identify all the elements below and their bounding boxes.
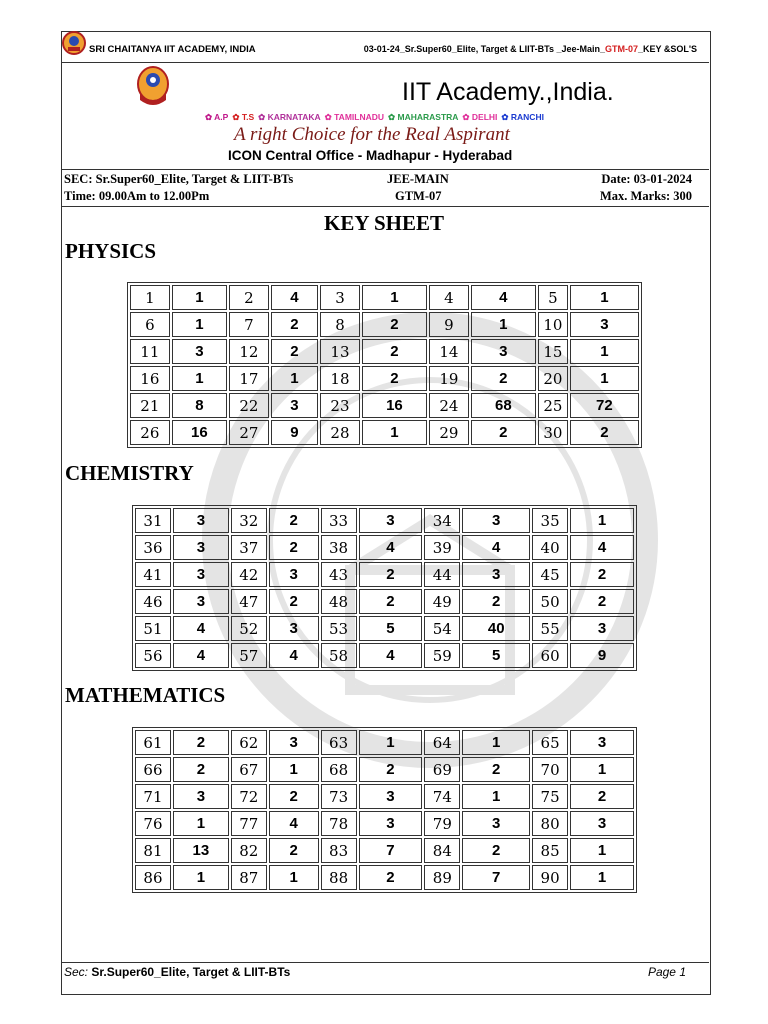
question-number: 58	[321, 643, 357, 668]
answer-key: 4	[570, 535, 634, 560]
max-marks: Max. Marks: 300	[600, 189, 692, 203]
answer-key: 1	[362, 285, 427, 310]
table-row	[135, 784, 634, 809]
answer-key: 1	[570, 865, 634, 890]
page-number: Page 1	[647, 965, 686, 979]
question-number: 39	[424, 535, 460, 560]
question-number: 88	[321, 865, 357, 890]
question-number: 35	[532, 508, 568, 533]
answer-key: 2	[271, 312, 318, 337]
answer-key: 1	[173, 811, 229, 836]
answer-key: 3	[173, 562, 229, 587]
state-name: KARNATAKA	[267, 112, 321, 122]
question-number: 55	[532, 616, 568, 641]
question-number: 42	[231, 562, 267, 587]
question-number: 41	[135, 562, 171, 587]
flower-bullet-icon: ✿	[258, 112, 268, 122]
answer-key: 1	[173, 865, 229, 890]
section-heading-physics: PHYSICS	[65, 239, 157, 263]
answer-key: 2	[570, 784, 634, 809]
question-number: 87	[231, 865, 267, 890]
flower-bullet-icon: ✿	[462, 112, 472, 122]
exam-time: Time: 09.00Am to 12.00Pm	[64, 189, 210, 203]
question-number: 9	[429, 312, 469, 337]
answer-key: 2	[269, 589, 319, 614]
table-row	[135, 730, 634, 755]
question-number: 4	[429, 285, 469, 310]
answer-key: 3	[359, 784, 423, 809]
table-row	[135, 838, 634, 863]
question-number: 10	[538, 312, 568, 337]
answer-key: 4	[269, 811, 319, 836]
answer-key: 2	[359, 757, 423, 782]
question-number: 8	[320, 312, 360, 337]
table-row	[135, 508, 634, 533]
answer-key: 3	[359, 811, 423, 836]
question-number: 64	[424, 730, 460, 755]
answer-key: 3	[570, 312, 639, 337]
answer-table-physics	[127, 282, 642, 448]
question-number: 1	[130, 285, 170, 310]
question-number: 13	[320, 339, 360, 364]
academy-title: IIT Academy.,India.	[402, 78, 614, 106]
answer-key: 4	[462, 535, 530, 560]
question-number: 20	[538, 366, 568, 391]
question-number: 66	[135, 757, 171, 782]
answer-key: 3	[462, 508, 530, 533]
answer-key: 3	[570, 811, 634, 836]
answer-table-mathematics	[132, 727, 637, 893]
answer-key: 8	[172, 393, 227, 418]
question-number: 30	[538, 420, 568, 445]
answer-key: 2	[359, 562, 423, 587]
exam-date: Date: 03-01-2024	[601, 172, 692, 186]
question-number: 75	[532, 784, 568, 809]
answer-key: 1	[172, 366, 227, 391]
table-row	[130, 420, 639, 445]
answer-key: 2	[570, 420, 639, 445]
question-number: 67	[231, 757, 267, 782]
state-name: MAHARASTRA	[397, 112, 459, 122]
state-name: RANCHI	[510, 112, 544, 122]
answer-key: 1	[570, 508, 634, 533]
table-row	[135, 589, 634, 614]
question-number: 43	[321, 562, 357, 587]
answer-key: 1	[570, 757, 634, 782]
question-number: 84	[424, 838, 460, 863]
state-item	[388, 112, 458, 122]
answer-key: 72	[570, 393, 639, 418]
question-number: 83	[321, 838, 357, 863]
answer-key: 3	[173, 535, 229, 560]
state-name: A.P	[214, 112, 229, 122]
page-title: KEY SHEET	[323, 211, 444, 235]
answer-key: 5	[462, 643, 530, 668]
state-name: DELHI	[471, 112, 498, 122]
table-row	[135, 643, 634, 668]
question-number: 86	[135, 865, 171, 890]
question-number: 19	[429, 366, 469, 391]
answer-key: 1	[462, 784, 530, 809]
answer-key: 1	[462, 730, 530, 755]
answer-key: 1	[570, 366, 639, 391]
answer-key: 3	[173, 589, 229, 614]
question-number: 12	[229, 339, 269, 364]
info-top-divider	[61, 169, 709, 170]
answer-key: 2	[173, 757, 229, 782]
answer-key: 2	[359, 589, 423, 614]
answer-key: 1	[362, 420, 427, 445]
answer-key: 2	[269, 508, 319, 533]
table-row	[130, 366, 639, 391]
office-address: ICON Central Office - Madhapur - Hyderabad	[228, 148, 513, 163]
answer-key: 1	[471, 312, 536, 337]
question-number: 18	[320, 366, 360, 391]
question-number: 71	[135, 784, 171, 809]
answer-key: 4	[471, 285, 536, 310]
footer-divider	[61, 962, 709, 963]
question-number: 90	[532, 865, 568, 890]
answer-key: 1	[269, 865, 319, 890]
answer-key: 1	[172, 285, 227, 310]
answer-key: 4	[359, 643, 423, 668]
answer-key: 2	[269, 784, 319, 809]
section-heading-mathematics: MATHEMATICS	[65, 683, 226, 707]
answer-key: 7	[462, 865, 530, 890]
answer-key: 7	[359, 838, 423, 863]
state-item	[462, 112, 497, 122]
answer-key: 4	[269, 643, 319, 668]
answer-key: 40	[462, 616, 530, 641]
answer-key: 3	[471, 339, 536, 364]
institute-name: SRI CHAITANYA IIT ACADEMY, INDIA	[89, 44, 256, 55]
state-item	[205, 112, 228, 122]
question-number: 31	[135, 508, 171, 533]
table-row	[130, 285, 639, 310]
question-number: 44	[424, 562, 460, 587]
question-number: 11	[130, 339, 170, 364]
document-reference: 03-01-24_Sr.Super60_Elite, Target & LIIT-BTs _Jee-Main_GTM-07_KEY &SOL'S	[363, 44, 697, 54]
question-number: 56	[135, 643, 171, 668]
academy-logo-small-icon	[61, 30, 87, 56]
answer-key: 16	[172, 420, 227, 445]
question-number: 26	[130, 420, 170, 445]
question-number: 65	[532, 730, 568, 755]
question-number: 78	[321, 811, 357, 836]
test-name: GTM-07	[395, 189, 442, 203]
section-heading-chemistry: CHEMISTRY	[65, 461, 194, 485]
state-name: T.S	[241, 112, 255, 122]
question-number: 40	[532, 535, 568, 560]
question-number: 36	[135, 535, 171, 560]
section-label: SEC: Sr.Super60_Elite, Target & LIIT-BTs	[64, 172, 294, 186]
question-number: 33	[321, 508, 357, 533]
test-code-highlight: GTM-07	[604, 44, 638, 54]
flower-bullet-icon: ✿	[205, 112, 215, 122]
question-number: 82	[231, 838, 267, 863]
states-list	[205, 112, 548, 123]
question-number: 21	[130, 393, 170, 418]
question-number: 59	[424, 643, 460, 668]
question-number: 70	[532, 757, 568, 782]
answer-key: 13	[173, 838, 229, 863]
table-row	[135, 562, 634, 587]
answer-key: 5	[359, 616, 423, 641]
answer-key: 3	[359, 508, 423, 533]
top-header-bar	[61, 42, 709, 63]
flower-bullet-icon: ✿	[324, 112, 335, 122]
answer-key: 3	[570, 730, 634, 755]
question-number: 68	[321, 757, 357, 782]
answer-key: 2	[570, 562, 634, 587]
question-number: 85	[532, 838, 568, 863]
question-number: 52	[231, 616, 267, 641]
question-number: 32	[231, 508, 267, 533]
answer-key: 2	[269, 838, 319, 863]
answer-key: 2	[462, 838, 530, 863]
question-number: 15	[538, 339, 568, 364]
table-row	[130, 393, 639, 418]
state-name: TAMILNADU	[334, 112, 385, 122]
answer-key: 3	[462, 811, 530, 836]
answer-key: 2	[471, 366, 536, 391]
question-number: 61	[135, 730, 171, 755]
answer-key: 4	[173, 616, 229, 641]
question-number: 72	[231, 784, 267, 809]
answer-key: 3	[269, 616, 319, 641]
info-bottom-divider	[61, 206, 709, 207]
question-number: 89	[424, 865, 460, 890]
answer-key: 2	[269, 535, 319, 560]
question-number: 80	[532, 811, 568, 836]
academy-logo-icon	[135, 64, 171, 108]
question-number: 45	[532, 562, 568, 587]
question-number: 22	[229, 393, 269, 418]
table-row	[130, 339, 639, 364]
question-number: 57	[231, 643, 267, 668]
answer-key: 68	[471, 393, 536, 418]
question-number: 60	[532, 643, 568, 668]
question-number: 50	[532, 589, 568, 614]
flower-bullet-icon: ✿	[232, 112, 242, 122]
question-number: 24	[429, 393, 469, 418]
answer-table-chemistry	[132, 505, 637, 671]
question-number: 73	[321, 784, 357, 809]
question-number: 76	[135, 811, 171, 836]
answer-key: 1	[570, 339, 639, 364]
question-number: 51	[135, 616, 171, 641]
answer-key: 2	[362, 339, 427, 364]
answer-key: 3	[269, 562, 319, 587]
answer-key: 3	[172, 339, 227, 364]
state-item	[325, 112, 384, 122]
question-number: 28	[320, 420, 360, 445]
question-number: 27	[229, 420, 269, 445]
answer-key: 4	[271, 285, 318, 310]
flower-bullet-icon: ✿	[501, 112, 511, 122]
answer-key: 1	[172, 312, 227, 337]
question-number: 63	[321, 730, 357, 755]
question-number: 23	[320, 393, 360, 418]
question-number: 47	[231, 589, 267, 614]
question-number: 34	[424, 508, 460, 533]
table-row	[135, 865, 634, 890]
answer-key: 1	[570, 838, 634, 863]
question-number: 6	[130, 312, 170, 337]
question-number: 5	[538, 285, 568, 310]
answer-key: 3	[570, 616, 634, 641]
answer-key: 2	[362, 366, 427, 391]
question-number: 77	[231, 811, 267, 836]
answer-key: 2	[271, 339, 318, 364]
answer-key: 2	[359, 865, 423, 890]
question-number: 17	[229, 366, 269, 391]
exam-name: JEE-MAIN	[387, 172, 449, 186]
question-number: 79	[424, 811, 460, 836]
answer-key: 1	[269, 757, 319, 782]
question-number: 48	[321, 589, 357, 614]
answer-key: 2	[173, 730, 229, 755]
question-number: 49	[424, 589, 460, 614]
answer-key: 4	[173, 643, 229, 668]
answer-key: 4	[359, 535, 423, 560]
table-row	[135, 757, 634, 782]
question-number: 46	[135, 589, 171, 614]
answer-key: 3	[462, 562, 530, 587]
question-number: 81	[135, 838, 171, 863]
question-number: 74	[424, 784, 460, 809]
table-row	[135, 535, 634, 560]
answer-key: 1	[359, 730, 423, 755]
answer-key: 1	[271, 366, 318, 391]
table-row	[135, 811, 634, 836]
table-row	[135, 616, 634, 641]
question-number: 29	[429, 420, 469, 445]
answer-key: 2	[471, 420, 536, 445]
answer-key: 9	[271, 420, 318, 445]
answer-key: 2	[462, 757, 530, 782]
answer-key: 3	[173, 784, 229, 809]
table-row	[130, 312, 639, 337]
question-number: 53	[321, 616, 357, 641]
state-item	[501, 112, 544, 122]
question-number: 62	[231, 730, 267, 755]
question-number: 14	[429, 339, 469, 364]
footer-section: Sec: Sr.Super60_Elite, Target & LIIT-BTs	[64, 965, 291, 979]
question-number: 7	[229, 312, 269, 337]
question-number: 54	[424, 616, 460, 641]
state-item	[232, 112, 254, 122]
question-number: 38	[321, 535, 357, 560]
answer-key: 2	[362, 312, 427, 337]
question-number: 69	[424, 757, 460, 782]
tagline: A right Choice for the Real Aspirant	[234, 124, 510, 145]
answer-key: 9	[570, 643, 634, 668]
flower-bullet-icon: ✿	[388, 112, 398, 122]
answer-key: 3	[271, 393, 318, 418]
question-number: 16	[130, 366, 170, 391]
answer-key: 2	[462, 589, 530, 614]
question-number: 25	[538, 393, 568, 418]
answer-key: 3	[269, 730, 319, 755]
state-item	[258, 112, 321, 122]
answer-key: 2	[570, 589, 634, 614]
answer-key: 16	[362, 393, 427, 418]
question-number: 3	[320, 285, 360, 310]
answer-key: 3	[173, 508, 229, 533]
answer-key: 1	[570, 285, 639, 310]
question-number: 37	[231, 535, 267, 560]
question-number: 2	[229, 285, 269, 310]
